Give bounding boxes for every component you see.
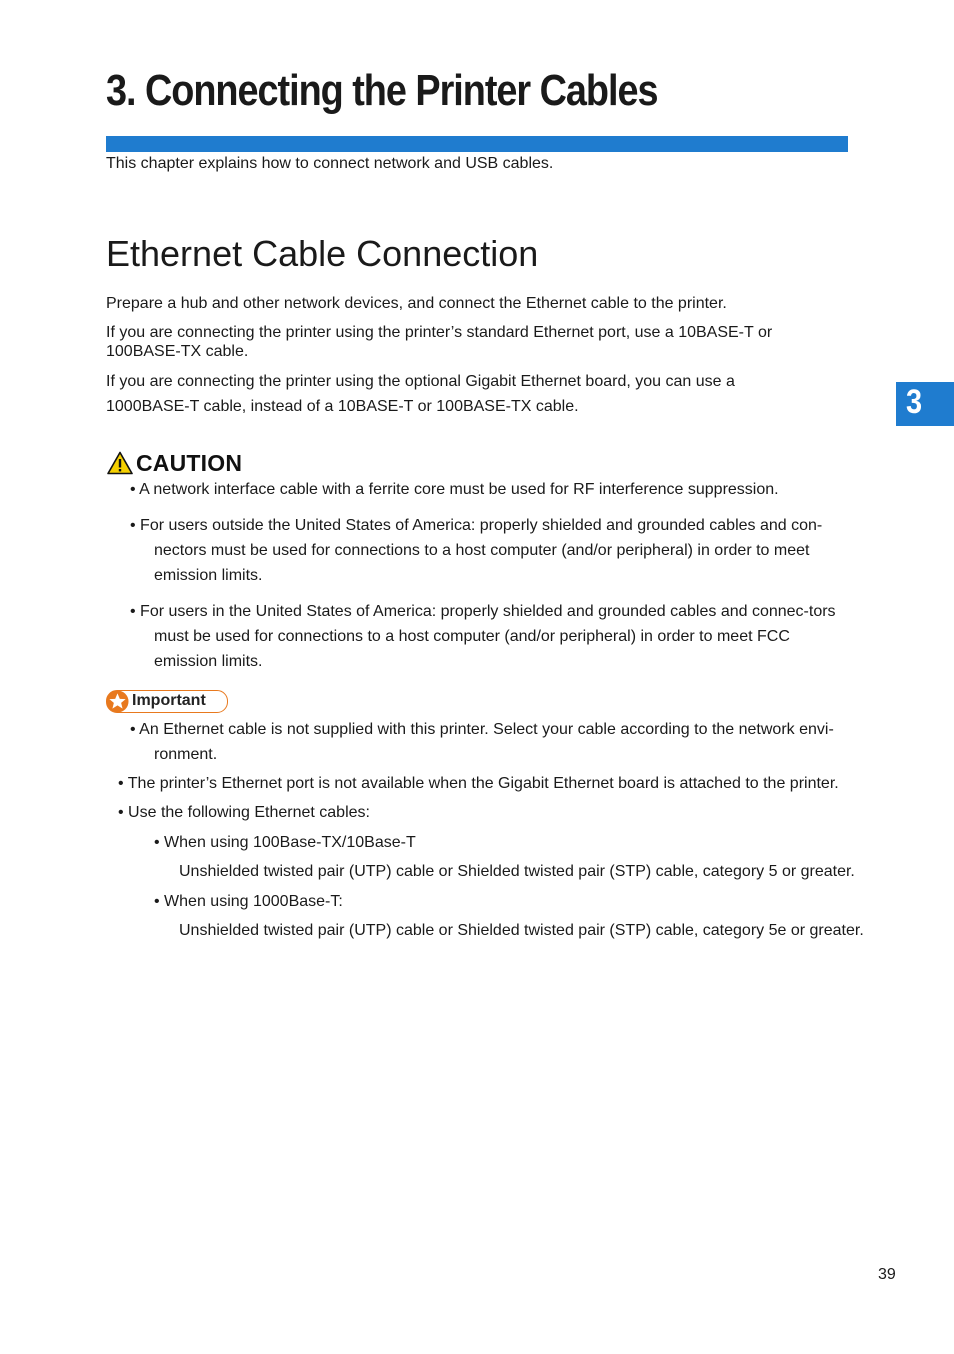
caution-item-text: For users outside the United States of America: properly shielded and grounded cables and con-nectors must be used for connections to a host computer (and/or peripheral) in order to meet emission limits. (140, 517, 823, 584)
chapter-tab-number: 3 (906, 383, 923, 421)
warning-triangle-icon (107, 451, 133, 475)
bullet-dot: • (118, 804, 129, 821)
caution-heading (107, 450, 242, 476)
caution-item (118, 599, 844, 674)
bullet-dot: • (130, 517, 141, 534)
caution-item-text: A network interface cable with a ferrite core must be used for RF interference suppression. (139, 481, 779, 498)
chapter-intro: This chapter explains how to connect network and USB cables. (106, 155, 554, 172)
section-title: Ethernet Cable Connection (106, 233, 539, 274)
chapter-title-bar (106, 136, 848, 152)
important-label: Important (132, 692, 206, 709)
important-item (118, 717, 854, 767)
chapter-tab (896, 382, 954, 426)
bullet-dot: • (130, 603, 141, 620)
cable-heading-text: When using 100Base-TX/10Base-T (164, 834, 416, 851)
section-paragraph: Prepare a hub and other network devices, and connect the Ethernet cable to the printer. (106, 295, 727, 312)
caution-item (118, 513, 844, 588)
bullet-dot: • (154, 834, 165, 851)
chapter-title: 3. Connecting the Printer Cables (106, 66, 658, 115)
important-item-text: An Ethernet cable is not supplied with this printer. Select your cable according to the network envi-ronment. (139, 721, 834, 763)
cable-heading (154, 889, 343, 914)
cable-heading-text: When using 1000Base-T: (164, 893, 343, 910)
important-item (118, 800, 370, 825)
page-number: 39 (878, 1266, 896, 1283)
bullet-dot: • (130, 721, 140, 738)
important-item (118, 771, 839, 796)
important-badge (106, 690, 228, 713)
cable-detail: Unshielded twisted pair (UTP) cable or Shielded twisted pair (STP) cable, category 5e or greater. (179, 922, 864, 939)
important-item-text: The printer’s Ethernet port is not available when the Gigabit Ethernet board is attached to the printer. (127, 775, 839, 792)
important-item-text: Use the following Ethernet cables: (128, 804, 370, 821)
bullet-dot: • (154, 893, 165, 910)
bullet-dot: • (118, 775, 128, 792)
cable-detail: Unshielded twisted pair (UTP) cable or Shielded twisted pair (STP) cable, category 5 or greater. (179, 863, 855, 880)
section-paragraph: If you are connecting the printer using the optional Gigabit Ethernet board, you can use a 1000BASE-T cable, instead of a 10BASE-T or 100BASE-TX cable. (106, 373, 735, 415)
caution-label: CAUTION (136, 449, 243, 476)
star-icon (106, 690, 129, 713)
caution-item (118, 477, 838, 502)
caution-item-text: For users in the United States of America: properly shielded and grounded cables and connec-tors must be used for connections to a host computer (and/or peripheral) in order to meet FCC emission limits. (140, 603, 836, 670)
bullet-dot: • (130, 481, 140, 498)
section-paragraph: If you are connecting the printer using the printer’s standard Ethernet port, use a 10BASE-T or 100BASE-TX cable. (106, 324, 773, 360)
cable-heading (154, 830, 416, 855)
